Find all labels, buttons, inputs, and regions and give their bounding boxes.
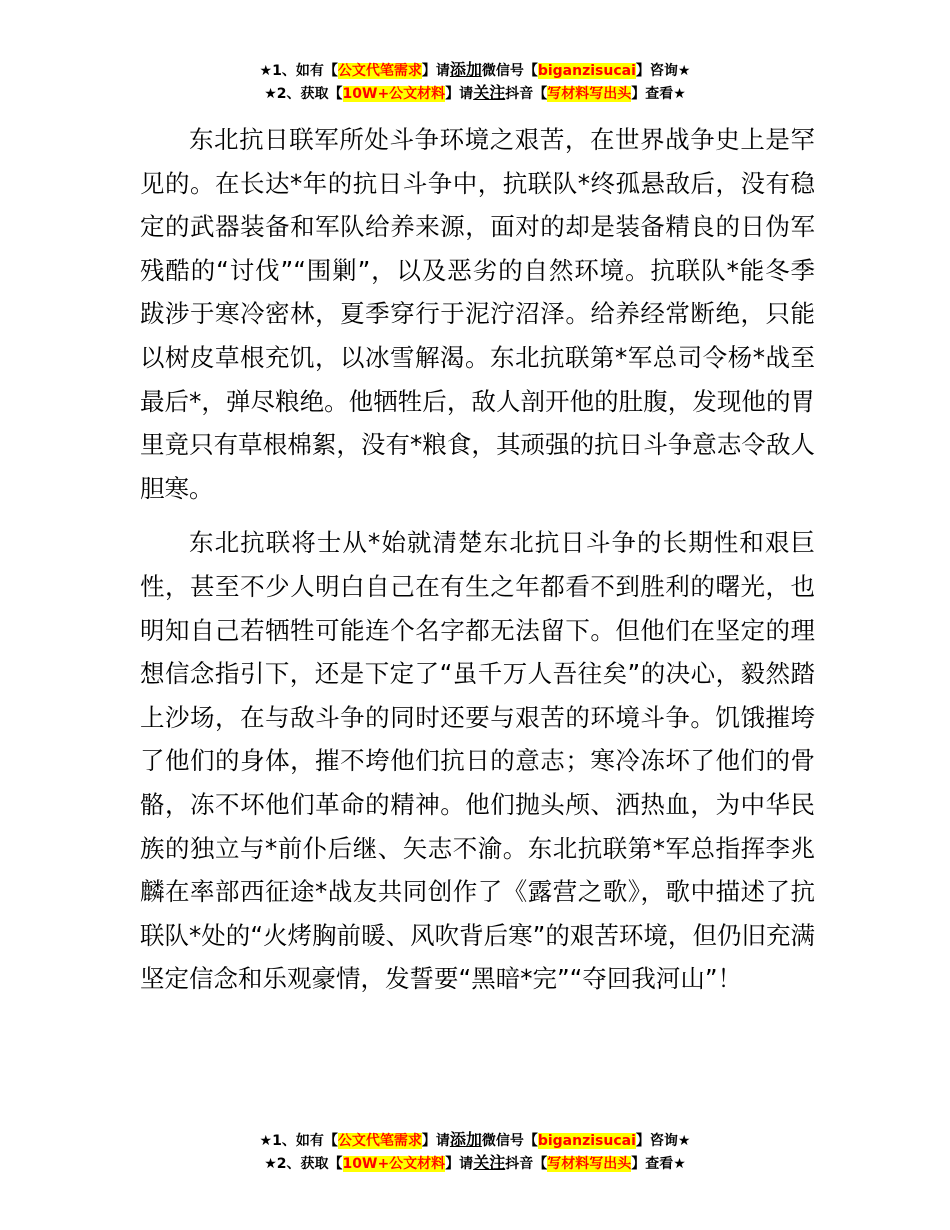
highlight-wechat-id: biganzisucai: [537, 1133, 636, 1149]
paragraph: 东北抗日联军所处斗争环境之艰苦，在世界战争史上是罕见的。在长达*年的抗日斗争中，抗联队*终孤悬敌后，没有稳定的武器装备和军队给养来源，面对的却是装备精良的日伪军残酷的“讨伐”“围剿”，以及恶劣的自然环境。抗联队*能冬季跋涉于寒冷密林，夏季穿行于泥泞沼泽。给养经常断绝，只能以树皮草根充饥，以冰雪解渴。东北抗联第*军总司令杨*战至最后*，弹尽粮绝。他牺牲后，敌人剖开他的肚腹，发现他的胃里竟只有草根棉絮，没有*粮食，其顽强的抗日斗争意志令敌人胆寒。: [140, 125, 815, 503]
highlight-service: 公文代笔需求: [337, 1133, 422, 1149]
banner-line-2: [0, 82, 950, 105]
underlined-text: 添加: [449, 1130, 482, 1149]
banner-line-2: [0, 1152, 950, 1175]
banner-text: 】查看★: [631, 86, 686, 102]
banner-text: 抖音【: [505, 86, 548, 102]
highlight-service: 公文代笔需求: [337, 63, 422, 79]
banner-text: 】请: [421, 1133, 450, 1149]
banner-text: 微信号【: [481, 63, 538, 79]
header-banner: [0, 59, 950, 105]
document-body: [140, 118, 815, 1012]
highlight-douyin: 写材料写出头: [547, 86, 632, 102]
banner-text: 】咨询★: [635, 1133, 691, 1149]
highlight-douyin: 写材料写出头: [547, 1156, 632, 1172]
banner-line-1: [0, 59, 950, 82]
banner-text: 】请: [421, 63, 450, 79]
banner-text: 】请: [445, 86, 474, 102]
banner-text: ★2、获取【: [264, 1156, 343, 1172]
banner-text: 】请: [445, 1156, 474, 1172]
paragraph: 东北抗联将士从*始就清楚东北抗日斗争的长期性和艰巨性，甚至不少人明白自己在有生之年都看不到胜利的曙光，也明知自己若牺牲可能连个名字都无法留下。但他们在坚定的理想信念指引下，还是下定了“虽千万人吾往矣”的决心，毅然踏上沙场，在与敌斗争的同时还要与艰苦的环境斗争。饥饿摧垮了他们的身体，摧不垮他们抗日的意志；寒冷冻坏了他们的骨骼，冻不坏他们革命的精神。他们抛头颅、洒热血，为中华民族的独立与*前仆后继、矢志不渝。东北抗联第*军总指挥李兆麟在率部西征途*战友共同创作了《露营之歌》，歌中描述了抗联队*处的“火烤胸前暖、风吹背后寒”的艰苦环境，但仍旧充满坚定信念和乐观豪情，发誓要“黑暗*完”“夺回我河山”！: [140, 528, 815, 994]
banner-text: ★1、如有【: [259, 63, 338, 79]
banner-line-1: [0, 1129, 950, 1152]
banner-text: ★2、获取【: [264, 86, 343, 102]
banner-text: 微信号【: [481, 1133, 538, 1149]
underlined-text: 关注: [473, 1153, 506, 1172]
underlined-text: 添加: [449, 60, 482, 79]
banner-text: 】咨询★: [635, 63, 691, 79]
banner-text: 抖音【: [505, 1156, 548, 1172]
footer-banner: [0, 1129, 950, 1175]
highlight-materials: 10W+公文材料: [342, 1156, 446, 1172]
banner-text: ★1、如有【: [259, 1133, 338, 1149]
banner-text: 】查看★: [631, 1156, 686, 1172]
highlight-wechat-id: biganzisucai: [537, 63, 636, 79]
highlight-materials: 10W+公文材料: [342, 86, 446, 102]
underlined-text: 关注: [473, 83, 506, 102]
